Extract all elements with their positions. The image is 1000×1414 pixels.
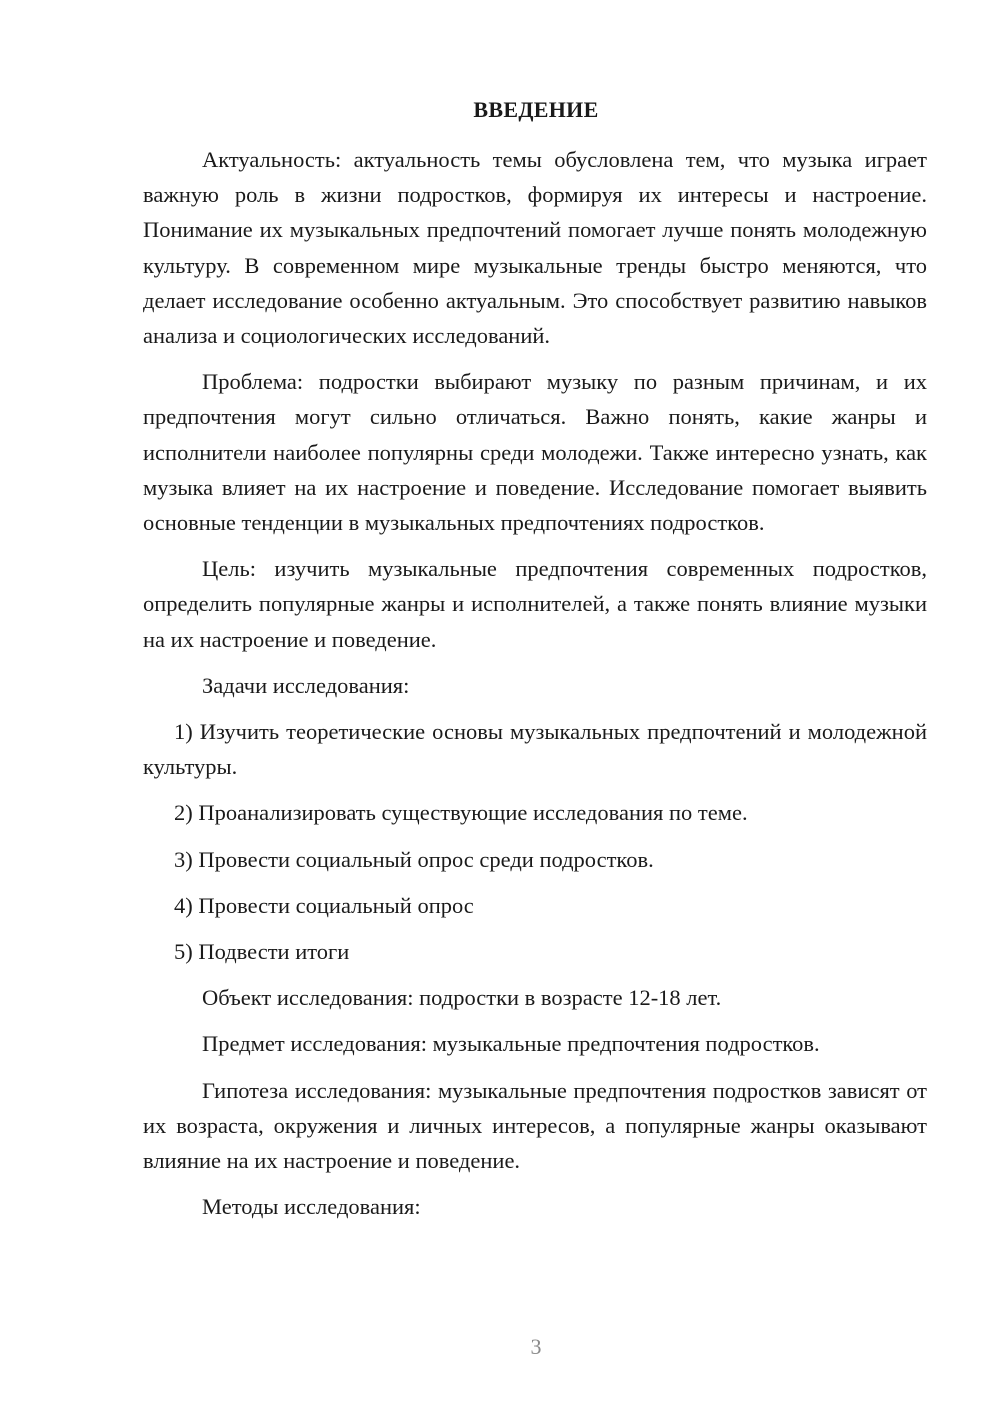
paragraph-subject: Предмет исследования: музыкальные предпочтения подростков. <box>202 1031 820 1057</box>
task-item-2: 2) Проанализировать существующие исследования по теме. <box>174 800 748 826</box>
task-item-5: 5) Подвести итоги <box>174 939 350 965</box>
task-item-1: 1) Изучить теоретические основы музыкальных предпочтений и молодежной культуры. <box>143 719 927 780</box>
page-number: 3 <box>530 1334 542 1359</box>
paragraph-object: Объект исследования: подростки в возрасте 12-18 лет. <box>202 985 722 1011</box>
paragraph-problem: Проблема: подростки выбирают музыку по разным причинам, и их предпочтения могут сильно отличаться. Важно понять, какие жанры и исполнители наиболее популярны среди молодежи. Также интересно узнать, как музыка влияет на их настроение и поведение. Исследование помогает выявить основные тенденции в музыкальных предпочтениях подростков. <box>143 369 927 536</box>
task-item-3: 3) Провести социальный опрос среди подростков. <box>174 846 654 872</box>
paragraph-hypothesis: Гипотеза исследования: музыкальные предпочтения подростков зависят от их возраста, окружения и личных интересов, а популярные жанры оказывают влияние на их настроение и поведение. <box>143 1077 927 1174</box>
paragraph-goal: Цель: изучить музыкальные предпочтения современных подростков, определить популярные жанры и исполнителей, а также понять влияние музыки на их настроение и поведение. <box>143 556 927 652</box>
document-body <box>143 142 927 1235</box>
paragraph-methods: Методы исследования: <box>202 1194 421 1220</box>
task-item-4: 4) Провести социальный опрос <box>174 892 474 918</box>
section-title: ВВЕДЕНИЕ <box>473 97 599 122</box>
paragraph-relevance: Актуальность: актуальность темы обусловлена тем, что музыка играет важную роль в жизни подростков, формируя их интересы и настроение. Понимание их музыкальных предпочтений помогает лучше понять молодежную культуру. В современном мире музыкальные тренды быстро меняются, что делает исследование особенно актуальным. Это способствует развитию навыков анализа и социологических исследований. <box>143 147 927 349</box>
paragraph-tasks-heading: Задачи исследования: <box>202 672 410 698</box>
